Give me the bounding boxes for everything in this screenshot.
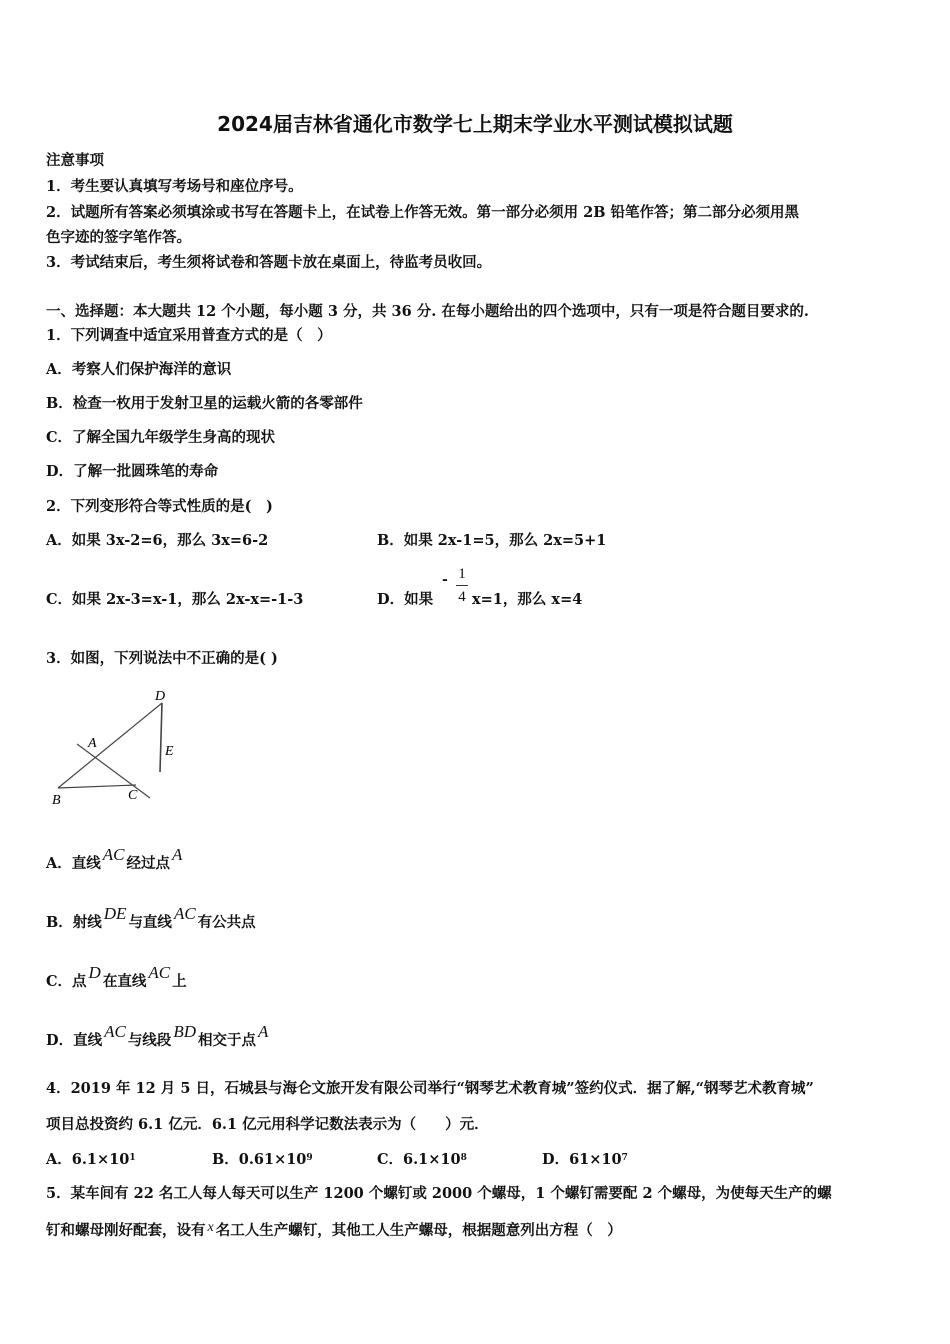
q4-option-b [212, 1150, 313, 1170]
q3-option-c [46, 963, 187, 992]
q3-d-text-1: D．直线 [46, 1032, 103, 1049]
q2-stem: 2．下列变形符合等式性质的是( ) [46, 498, 273, 515]
q3-c-math-2: AC [148, 963, 171, 982]
q5-line-1: 5．某车间有 22 名工人每人每天可以生产 1200 个螺钉或 2000 个螺母，1 个螺钉需要配 2 个螺母，为使每天生产的螺 [46, 1185, 832, 1202]
q3-stem: 3．如图，下列说法中不正确的是( ) [46, 650, 278, 667]
q2-option-d-minus: - [442, 572, 448, 588]
fraction-numerator: 1 [458, 566, 466, 582]
q4-line-1: 4．2019 年 12 月 5 日，石城县与海仑文旅开发有限公司举行“钢琴艺术教育城”签约仪式．据了解,“钢琴艺术教育城” [46, 1080, 814, 1097]
q4-option-c [377, 1150, 467, 1170]
q3-d-math-2: BD [173, 1022, 196, 1041]
q3-a-text-1: A．直线 [46, 855, 101, 872]
fraction-bar [456, 585, 468, 586]
label-a: A [88, 736, 97, 751]
q2-option-b: B．如果 2x-1=5，那么 2x=5+1 [377, 532, 607, 549]
q3-a-math-1: AC [102, 845, 125, 864]
q3-option-d [46, 1022, 270, 1051]
q2-option-c: C．如果 2x-3=x-1，那么 2x-x=-1-3 [46, 591, 304, 608]
ray-de [160, 703, 162, 772]
q3-c-text-1: C．点 [46, 973, 87, 990]
line-bd [58, 703, 162, 788]
notice-item-1: 1．考生要认真填写考场号和座位序号。 [46, 178, 303, 195]
q3-b-text-1: B．射线 [46, 914, 102, 931]
q4-d-base: D．61×10 [542, 1151, 622, 1168]
q4-option-a [46, 1150, 136, 1170]
q1-option-a: A．考察人们保护海洋的意识 [46, 361, 232, 378]
q3-b-text-2: 与直线 [128, 914, 172, 931]
label-b: B [52, 793, 61, 808]
q2-option-a: A．如果 3x-2=6，那么 3x=6-2 [46, 532, 269, 549]
fraction-one-quarter [452, 564, 472, 607]
q5-variable-x: x [207, 1220, 214, 1235]
q4-line-2: 项目总投资约 6.1 亿元．6.1 亿元用科学记数法表示为（ ）元． [46, 1116, 489, 1133]
q2-option-d-prefix: D．如果 [377, 591, 434, 608]
q3-b-math-1: DE [103, 904, 127, 923]
q1-option-c: C．了解全国九年级学生身高的现状 [46, 429, 276, 446]
q3-c-text-3: 上 [172, 973, 187, 990]
fraction-denominator: 4 [458, 589, 466, 605]
q4-b-exp: 9 [306, 1153, 313, 1163]
q3-c-text-2: 在直线 [102, 973, 147, 990]
q1-option-b: B．检查一枚用于发射卫星的运载火箭的各零部件 [46, 395, 363, 412]
notice-item-3: 3．考试结束后，考生须将试卷和答题卡放在桌面上，待监考员收回。 [46, 254, 492, 271]
page-title: 2024届吉林省通化市数学七上期末学业水平测试模拟试题 [217, 112, 733, 136]
q3-d-math-1: AC [104, 1022, 126, 1041]
q3-option-b [46, 904, 256, 933]
q4-b-base: B．0.61×10 [212, 1151, 307, 1168]
q3-option-a [46, 845, 184, 874]
q3-b-text-3: 有公共点 [197, 914, 256, 931]
label-d: D [155, 689, 166, 704]
q4-a-exp: 1 [129, 1153, 136, 1163]
q4-c-exp: 8 [460, 1153, 467, 1163]
q2-option-d-suffix: x=1，那么 x=4 [472, 591, 583, 608]
q3-b-math-2: AC [173, 904, 196, 923]
q1-option-d: D．了解一批圆珠笔的寿命 [46, 463, 219, 480]
q3-d-text-2: 与线段 [127, 1032, 172, 1049]
q4-option-d [542, 1150, 628, 1170]
line-ac [77, 744, 150, 798]
section-heading: 一、选择题：本大题共 12 个小题，每小题 3 分，共 36 分. 在每小题给出的四个选项中，只有一项是符合题目要求的. [46, 303, 809, 320]
q3-d-text-3: 相交于点 [197, 1032, 256, 1049]
q4-c-base: C．6.1×10 [377, 1151, 461, 1168]
q3-d-math-3: A [257, 1022, 269, 1041]
q3-c-math-1: D [88, 963, 101, 982]
notice-item-2: 2．试题所有答案必须填涂或书写在答题卡上，在试卷上作答无效。第一部分必须用 2B 铅笔作答；第二部分必须用黑 [46, 204, 800, 221]
segment-bc [58, 785, 136, 788]
q4-a-base: A．6.1×10 [46, 1151, 130, 1168]
label-c: C [128, 788, 138, 803]
q1-stem: 1．下列调查中适宜采用普查方式的是（ ） [46, 327, 332, 344]
label-e: E [165, 744, 174, 759]
notice-heading: 注意事项 [46, 152, 104, 169]
q3-a-math-2: A [171, 845, 183, 864]
q4-d-exp: 7 [621, 1153, 628, 1163]
notice-item-2-cont: 色字迹的签字笔作答。 [46, 229, 191, 246]
q3-a-text-2: 经过点 [126, 855, 170, 872]
q5-line-2 [46, 1221, 622, 1242]
geometry-figure [40, 680, 200, 815]
q5-line-2-text-2: 名工人生产螺钉，其他工人生产螺母，根据题意列出方程（ ） [215, 1222, 622, 1239]
q5-line-2-text-1: 钉和螺母刚好配套，设有 [46, 1222, 206, 1239]
